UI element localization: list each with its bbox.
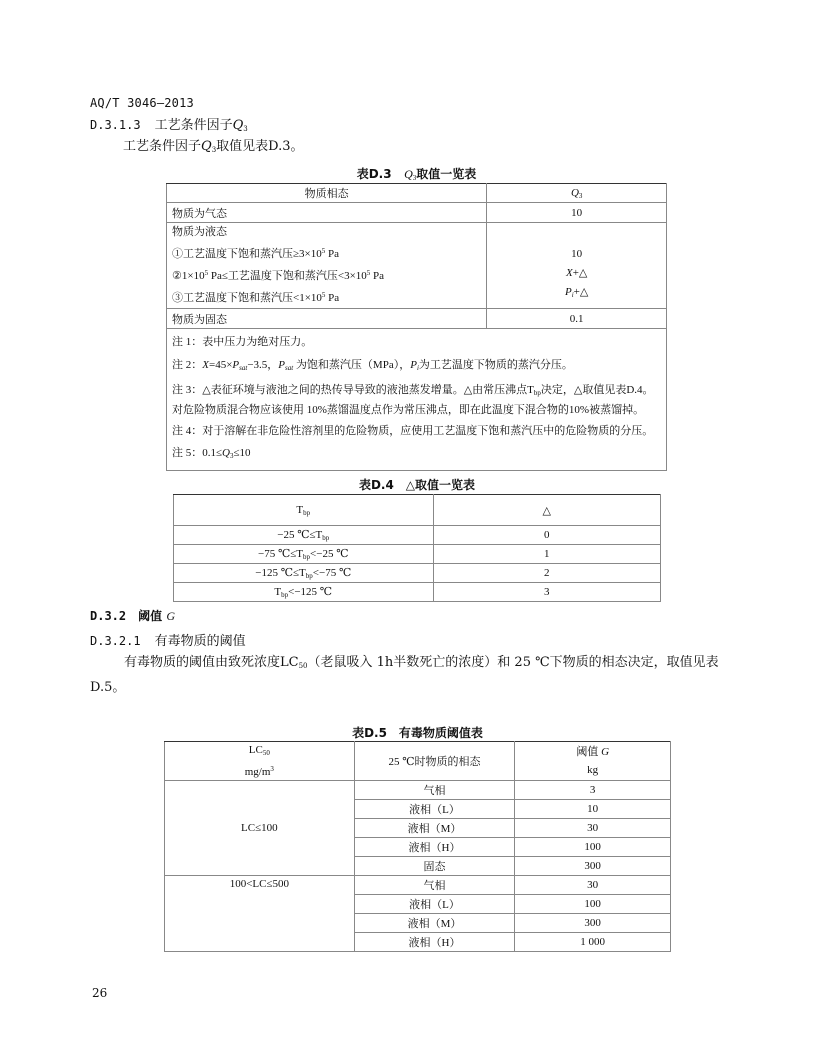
text: <−25 ℃ xyxy=(310,548,349,560)
values-liquid xyxy=(487,223,667,309)
table-caption-d3 xyxy=(166,165,667,182)
state: 液相（M） xyxy=(354,914,515,933)
state: 固态 xyxy=(354,857,515,876)
liquid-item-3 xyxy=(172,286,481,308)
table-d3 xyxy=(166,183,667,471)
threshold: 100 xyxy=(515,838,671,857)
threshold: 100 xyxy=(515,895,671,914)
clause-number: D.3.2 xyxy=(90,609,127,623)
state: 液相（M） xyxy=(354,819,515,838)
caption-symbol: Q xyxy=(404,167,413,181)
para-text: 取值见表D.3。 xyxy=(216,139,304,154)
value-item-3 xyxy=(492,283,661,305)
table-row xyxy=(174,526,661,545)
var-sub: i xyxy=(571,291,574,299)
exp: 5 xyxy=(366,269,371,277)
page-number: 26 xyxy=(92,986,108,1000)
text: 决定，△取值见表D.4。对危险物质混合物应该使用 10%蒸馏温度点作为常压沸点，即在此温度下混合物的10%被蒸馏掉。 xyxy=(172,384,654,416)
unit: kg xyxy=(587,764,599,776)
clause-heading-d313 xyxy=(90,114,248,133)
notes-cell xyxy=(167,329,667,471)
clause-number: D.3.1.3 xyxy=(90,118,141,132)
note-2 xyxy=(172,354,661,380)
liquid-item-2 xyxy=(172,264,481,286)
lc-range: LC≤100 xyxy=(165,781,355,876)
text: =45× xyxy=(208,359,233,371)
threshold: 1 000 xyxy=(515,933,671,952)
state-gas: 物质为气态 xyxy=(167,203,487,223)
var-sub: sat xyxy=(239,364,248,372)
caption-number: 表D.3 xyxy=(356,167,392,181)
table-header-row xyxy=(174,495,661,526)
var-sub: i xyxy=(416,364,419,372)
header-lc50 xyxy=(165,742,355,781)
table-row xyxy=(165,876,671,895)
liquid-label: 物质为液态 xyxy=(172,226,227,238)
para-text: （老鼠吸入 1h半数死亡的浓度）和 25 ℃下物质的相态决定，取值见表D.5。 xyxy=(90,655,719,695)
state: 气相 xyxy=(354,781,515,800)
exp: 5 xyxy=(321,247,326,255)
liquid-item-1 xyxy=(172,242,481,264)
clause-heading-d32 xyxy=(90,607,175,624)
sub: bp xyxy=(305,572,313,580)
text: mg/m xyxy=(244,766,271,778)
threshold: 300 xyxy=(515,857,671,876)
clause-heading-d321 xyxy=(90,630,246,649)
symbol: G xyxy=(166,609,175,623)
symbol-sub: 3 xyxy=(243,125,248,133)
table-row xyxy=(167,309,667,329)
table-caption-d4: 表D.4 △取值一览表 xyxy=(358,478,476,492)
sub: 50 xyxy=(298,662,308,670)
text: 为饱和蒸汽压（MPa）， xyxy=(293,359,411,371)
value-gas: 10 xyxy=(487,203,667,223)
header-state: 25 ℃时物质的相态 xyxy=(354,742,515,781)
text: ③工艺温度下饱和蒸汽压<1×10 xyxy=(172,292,322,304)
header-q3 xyxy=(487,184,667,203)
text: 阈值 xyxy=(576,746,602,758)
text: 为工艺温度下物质的蒸汽分压。 xyxy=(418,359,573,371)
caption-symbol-sub: 3 xyxy=(412,174,417,182)
notes-row xyxy=(167,329,667,471)
text: 注 3：△表征环境与液池之间的热传导导致的液池蒸发增量。△由常压沸点T xyxy=(172,384,534,396)
table-row xyxy=(174,545,661,564)
sub: 50 xyxy=(262,749,270,757)
text: Pa xyxy=(325,292,340,304)
value-solid: 0.1 xyxy=(487,309,667,329)
text: T xyxy=(296,503,304,516)
threshold: 30 xyxy=(515,876,671,895)
table-row xyxy=(174,583,661,602)
threshold: 3 xyxy=(515,781,671,800)
note-5 xyxy=(172,442,661,468)
lc-range: 100<LC≤500 xyxy=(165,876,355,952)
threshold: 10 xyxy=(515,800,671,819)
paragraph-d313 xyxy=(123,136,304,161)
text: Pa xyxy=(370,270,385,282)
note-3 xyxy=(172,380,661,421)
standard-code: AQ/T 3046—2013 xyxy=(90,96,194,110)
text: <−125 ℃ xyxy=(288,586,333,598)
clause-title: 阈值 xyxy=(138,609,163,623)
state-liquid xyxy=(167,223,487,309)
state: 气相 xyxy=(354,876,515,895)
var: P xyxy=(232,359,240,371)
var: Q xyxy=(222,447,230,459)
threshold: 30 xyxy=(515,819,671,838)
sub: bp xyxy=(281,591,289,599)
delta-value: 1 xyxy=(433,545,660,564)
text: <−75 ℃ xyxy=(312,567,352,579)
var: P xyxy=(278,359,286,371)
text: 注 2： xyxy=(172,359,203,371)
var: X xyxy=(202,359,209,371)
q-sub: 3 xyxy=(578,191,583,200)
value-item-2 xyxy=(492,264,661,283)
text: ①工艺温度下饱和蒸汽压≥3×10 xyxy=(172,248,322,260)
tbp-range xyxy=(174,564,434,583)
value-item-1: 10 xyxy=(571,248,583,260)
var: X xyxy=(565,267,573,279)
exp: 3 xyxy=(270,765,274,773)
symbol-sub: 3 xyxy=(211,146,217,154)
text: ②1×10 xyxy=(172,270,205,282)
text: −25 ℃≤T xyxy=(277,529,323,541)
symbol: Q xyxy=(232,118,244,133)
table-row xyxy=(165,781,671,800)
exp: 5 xyxy=(204,269,209,277)
text: 注 5：0.1≤ xyxy=(172,447,223,459)
header-tbp xyxy=(174,495,434,526)
text: +△ xyxy=(572,267,588,279)
text: ≤10 xyxy=(233,447,251,459)
q-symbol: Q xyxy=(570,186,579,199)
state-solid: 物质为固态 xyxy=(167,309,487,329)
text: −3.5， xyxy=(247,359,279,371)
header-threshold xyxy=(515,742,671,781)
text: Pa xyxy=(325,248,339,260)
table-row xyxy=(167,203,667,223)
note-4: 注 4：对于溶解在非危险性溶剂里的危险物质，应使用工艺温度下饱和蒸汽压中的危险物质的分压。 xyxy=(172,425,654,437)
table-d4 xyxy=(173,494,661,602)
state: 液相（L） xyxy=(354,895,515,914)
text: +△ xyxy=(573,286,589,298)
table-header-row xyxy=(165,742,671,781)
para-text: 有毒物质的阈值由致死浓度LC xyxy=(124,655,299,670)
note-1: 注 1：表中压力为绝对压力。 xyxy=(172,336,313,348)
tbp-range xyxy=(174,545,434,564)
exp: 5 xyxy=(321,291,326,299)
clause-title: 有毒物质的阈值 xyxy=(154,634,246,649)
table-d5 xyxy=(164,741,671,952)
sub: bp xyxy=(303,508,311,517)
tbp-range xyxy=(174,526,434,545)
var: P xyxy=(410,359,417,371)
state: 液相（H） xyxy=(354,838,515,857)
text: Pa≤工艺温度下饱和蒸汽压<3×10 xyxy=(208,270,367,282)
caption-text: 取值一览表 xyxy=(416,167,477,181)
table-caption-d5: 表D.5 有毒物质阈值表 xyxy=(352,726,483,740)
var-sub: sat xyxy=(285,364,294,372)
table-header-row xyxy=(167,184,667,203)
text: LC xyxy=(248,744,263,756)
state: 液相（H） xyxy=(354,933,515,952)
var-sub: 3 xyxy=(230,452,234,460)
delta-value: 0 xyxy=(433,526,660,545)
text: T xyxy=(274,586,282,598)
delta-value: 2 xyxy=(433,564,660,583)
sub: bp xyxy=(322,534,330,542)
clause-title: 工艺条件因子 xyxy=(154,118,233,133)
var: G xyxy=(601,746,610,758)
var: P xyxy=(564,286,572,298)
header-delta: △ xyxy=(433,495,660,526)
clause-number: D.3.2.1 xyxy=(90,634,141,648)
symbol: Q xyxy=(201,139,212,154)
header-state: 物质相态 xyxy=(167,184,487,203)
tbp-range xyxy=(174,583,434,602)
text: −75 ℃≤T xyxy=(258,548,304,560)
text: −125 ℃≤T xyxy=(255,567,306,579)
state: 液相（L） xyxy=(354,800,515,819)
sub: bp xyxy=(533,389,541,397)
threshold: 300 xyxy=(515,914,671,933)
sub: bp xyxy=(303,553,311,561)
paragraph-d321 xyxy=(90,652,750,699)
table-row xyxy=(167,223,667,309)
para-text: 工艺条件因子 xyxy=(123,139,202,154)
delta-value: 3 xyxy=(433,583,660,602)
table-row xyxy=(174,564,661,583)
